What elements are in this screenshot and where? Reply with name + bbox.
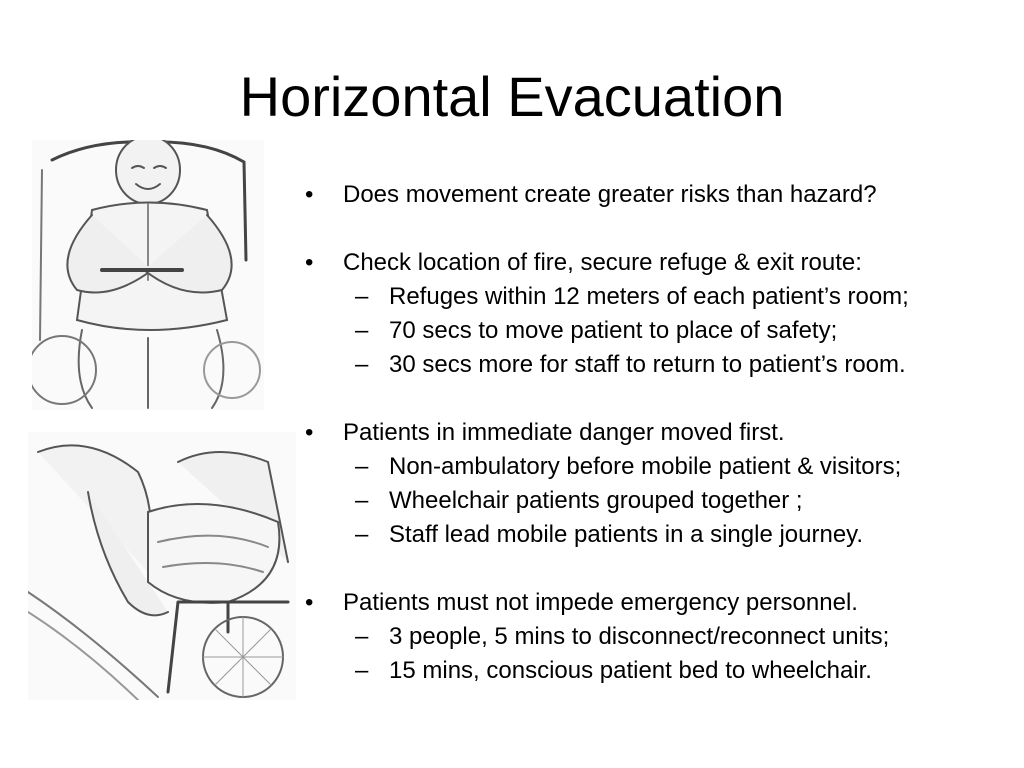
sub-bullet-item <box>300 450 1020 484</box>
sub-bullet-text: Wheelchair patients grouped together ; <box>389 487 803 514</box>
bullet-text: Patients in immediate danger moved first. <box>343 419 785 446</box>
bullet-marker: • <box>305 249 314 276</box>
sub-bullet-item <box>300 348 1020 382</box>
sub-marker: – <box>355 657 369 684</box>
wheelchair-patient-illustration <box>32 140 264 410</box>
sub-bullet-item <box>300 484 1020 518</box>
sub-marker: – <box>355 623 369 650</box>
sub-bullet-text: 30 secs more for staff to return to patient’s room. <box>389 351 906 378</box>
bullet-item <box>300 178 1020 212</box>
bullet-text: Patients must not impede emergency personnel. <box>343 589 858 616</box>
sub-marker: – <box>355 317 369 344</box>
bullet-group <box>300 416 1020 552</box>
bullet-item <box>300 586 1020 620</box>
bullet-marker: • <box>305 419 314 446</box>
sub-bullet-text: Refuges within 12 meters of each patient’s room; <box>389 283 909 310</box>
bullet-text: Does movement create greater risks than hazard? <box>343 181 877 208</box>
slide-title: Horizontal Evacuation <box>239 65 785 128</box>
sub-bullet-text: 15 mins, conscious patient bed to wheelchair. <box>389 657 872 684</box>
patient-transfer-illustration <box>28 432 296 700</box>
sub-bullet-text: 3 people, 5 mins to disconnect/reconnect units; <box>389 623 890 650</box>
bullet-list <box>300 178 1020 722</box>
sub-bullet-item <box>300 314 1020 348</box>
sub-bullet-text: 70 secs to move patient to place of safety; <box>389 317 838 344</box>
bullet-marker: • <box>305 181 314 208</box>
sub-marker: – <box>355 351 369 378</box>
bullet-item <box>300 246 1020 280</box>
sub-bullet-item <box>300 280 1020 314</box>
sub-marker: – <box>355 283 369 310</box>
bullet-group <box>300 178 1020 212</box>
bullet-item <box>300 416 1020 450</box>
bullet-group <box>300 586 1020 688</box>
sub-bullet-item <box>300 518 1020 552</box>
sub-marker: – <box>355 487 369 514</box>
sub-marker: – <box>355 453 369 480</box>
sub-bullet-item <box>300 620 1020 654</box>
sub-bullet-item <box>300 654 1020 688</box>
sub-marker: – <box>355 521 369 548</box>
sub-bullet-text: Non-ambulatory before mobile patient & visitors; <box>389 453 902 480</box>
sub-bullet-text: Staff lead mobile patients in a single journey. <box>389 521 864 548</box>
bullet-text: Check location of fire, secure refuge & exit route: <box>343 249 862 276</box>
bullet-marker: • <box>305 589 314 616</box>
bullet-group <box>300 246 1020 382</box>
